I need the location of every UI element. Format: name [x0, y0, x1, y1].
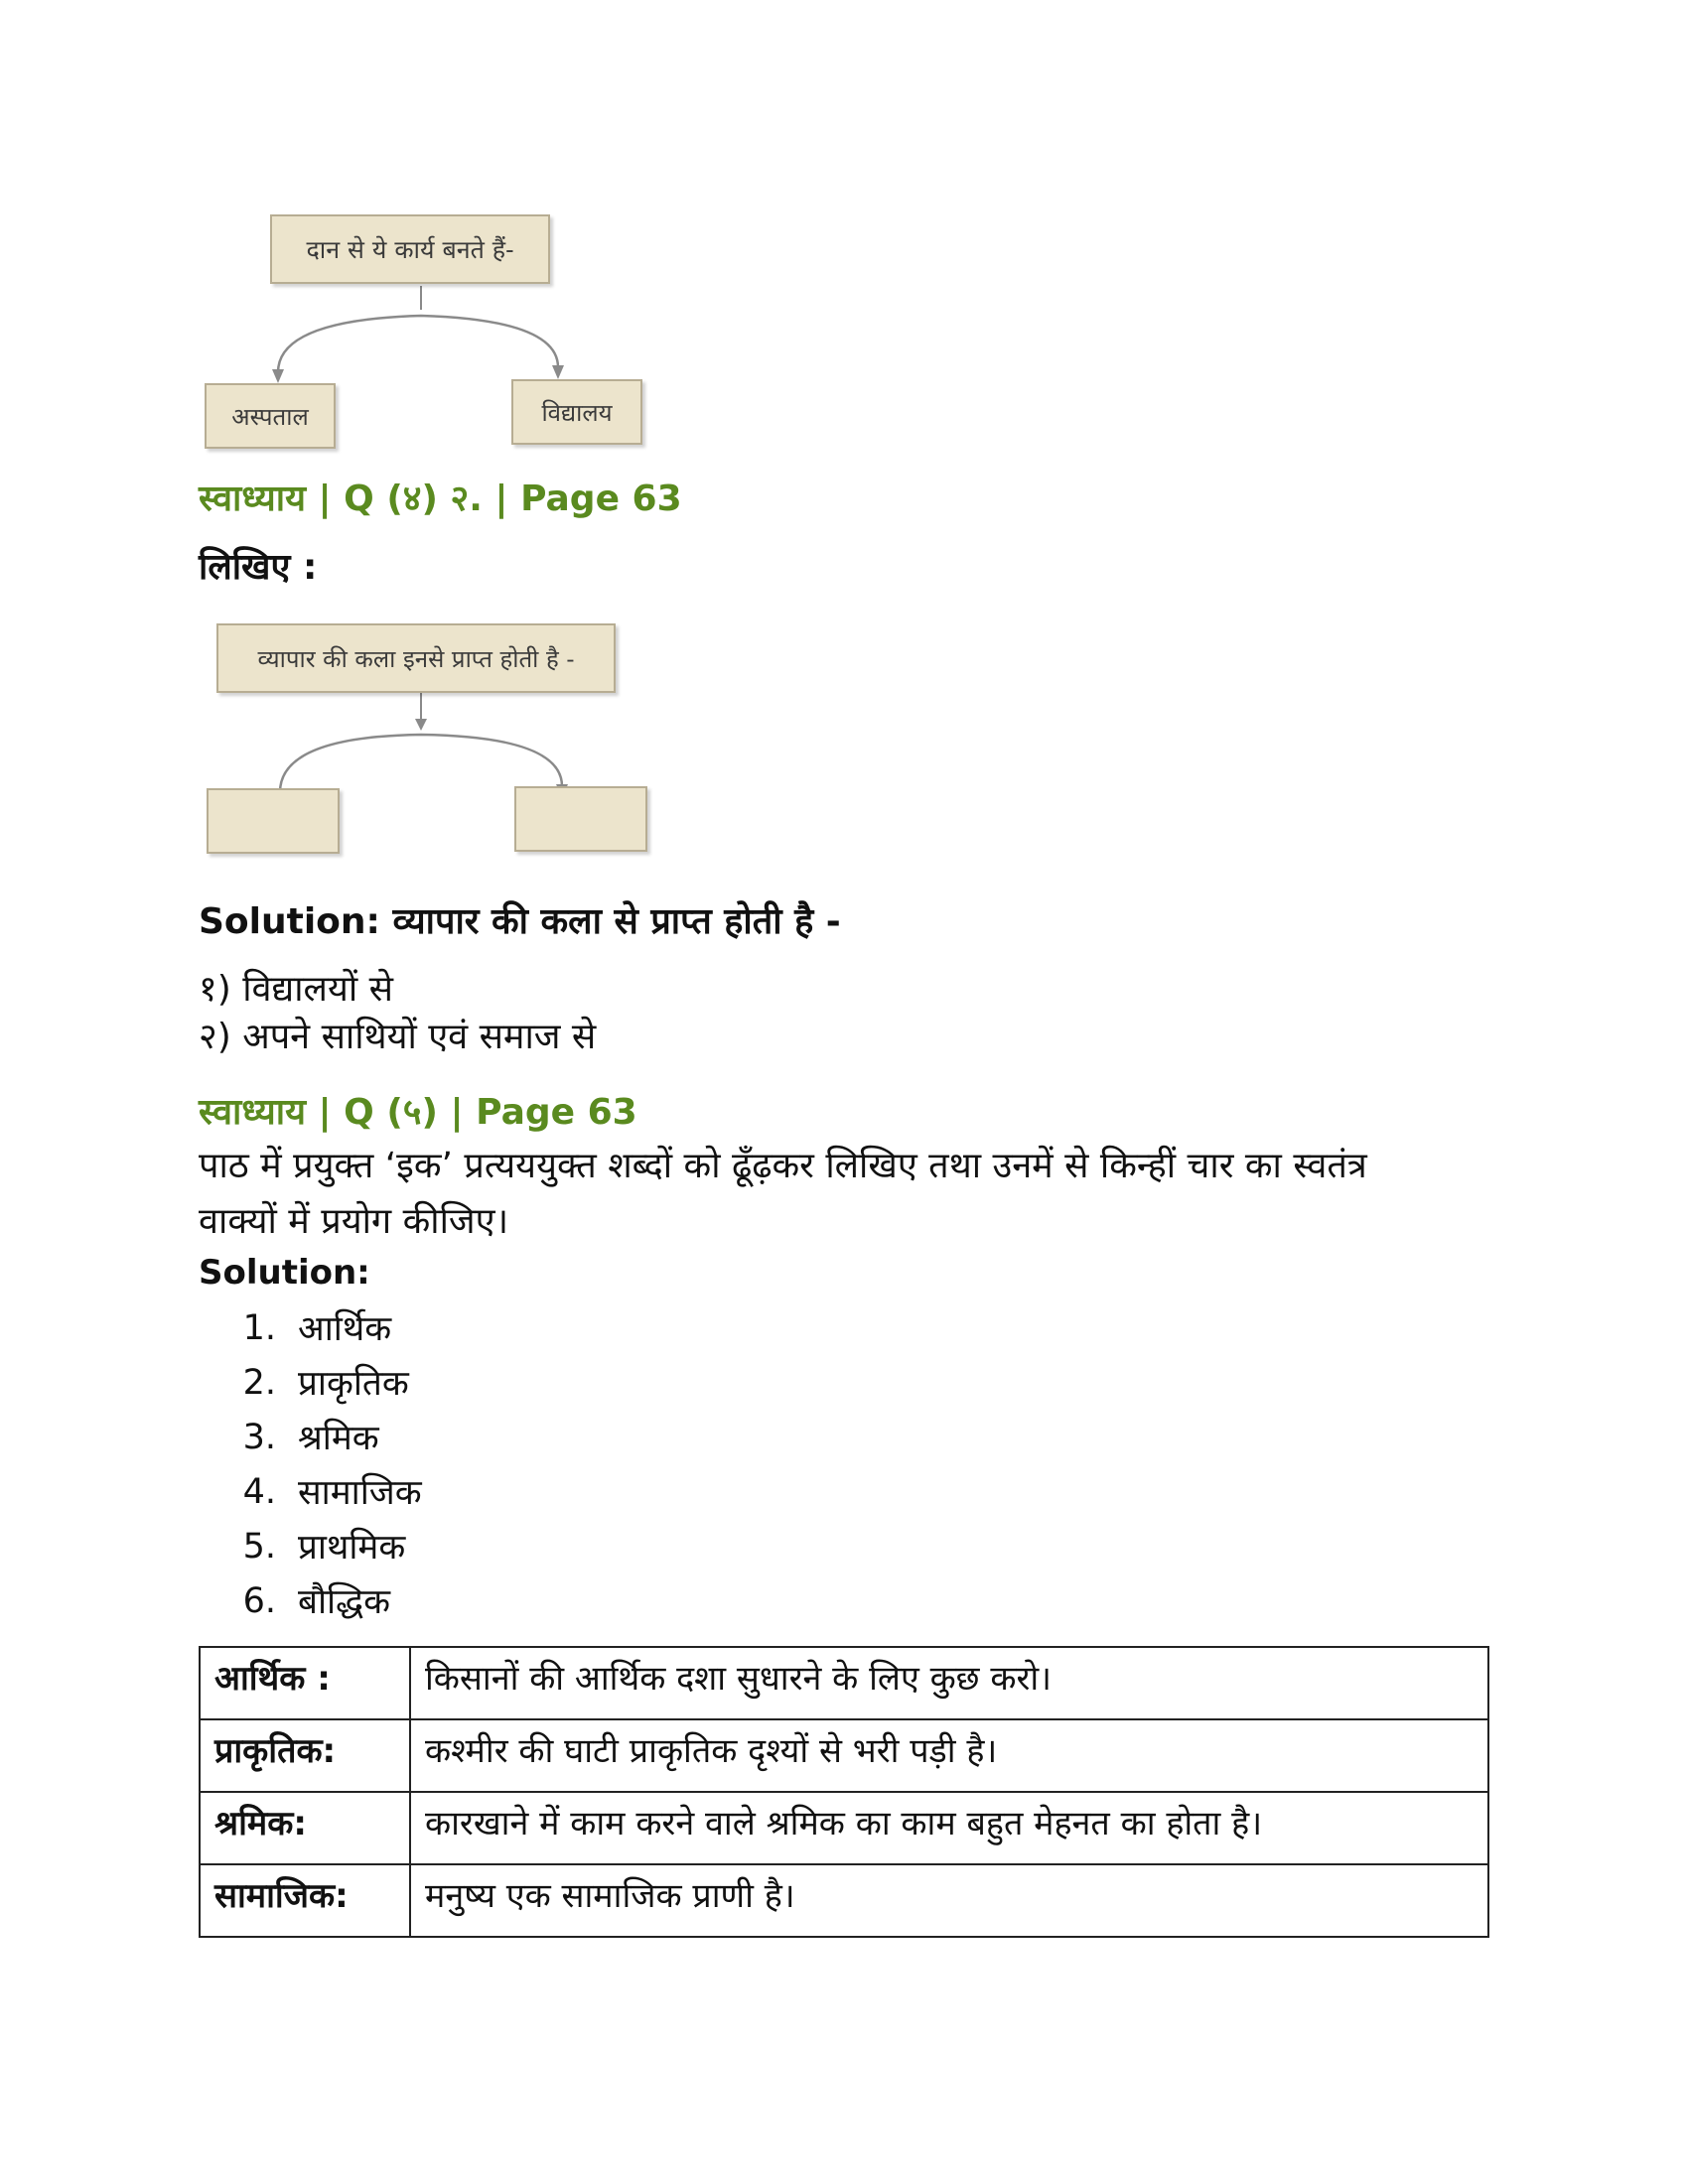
- q4-answer-1: १) विद्यालयों से: [199, 969, 393, 1010]
- q4-solution-text: व्यापार की कला से प्राप्त होती है -: [392, 901, 841, 942]
- table-sentence: मनुष्य एक सामाजिक प्राणी है।: [410, 1864, 1488, 1937]
- table-sentence: कारखाने में काम करने वाले श्रमिक का काम बहुत मेहनत का होता है।: [410, 1792, 1488, 1864]
- q4-heading: स्वाध्याय | Q (४) २. | Page 63: [199, 478, 682, 519]
- diagram1-right-box: विद्यालय: [511, 379, 642, 445]
- q5-question-line-2: वाक्यों में प्रयोग कीजिए।: [199, 1201, 509, 1242]
- table-row: [200, 1792, 1488, 1864]
- list-item-number: 6.: [242, 1580, 276, 1621]
- list-item: [199, 1464, 422, 1519]
- sentence-table: [199, 1646, 1489, 1938]
- list-item-number: 2.: [242, 1362, 276, 1403]
- diagram-vyapar: [199, 615, 655, 854]
- list-item: [199, 1573, 422, 1628]
- list-item-word: प्राकृतिक: [298, 1364, 409, 1404]
- table-sentence: किसानों की आर्थिक दशा सुधारने के लिए कुछ करो।: [410, 1647, 1488, 1719]
- list-item-word: श्रमिक: [298, 1419, 379, 1458]
- table-row: [200, 1647, 1488, 1719]
- table-term: सामाजिक:: [200, 1864, 410, 1937]
- table-term: आर्थिक :: [200, 1647, 410, 1719]
- list-item-number: 3.: [242, 1417, 276, 1457]
- q5-heading: स्वाध्याय | Q (५) | Page 63: [199, 1092, 637, 1133]
- diagram2-left-box-blank: [207, 788, 340, 854]
- table-term: श्रमिक:: [200, 1792, 410, 1864]
- diagram-daan: [199, 208, 655, 457]
- list-item-number: 1.: [242, 1307, 276, 1348]
- list-item-word: प्राथमिक: [298, 1528, 406, 1568]
- q5-solution-label: Solution:: [199, 1253, 370, 1293]
- table-sentence: कश्मीर की घाटी प्राकृतिक दृश्यों से भरी पड़ी है।: [410, 1719, 1488, 1792]
- list-item-word: आर्थिक: [298, 1309, 392, 1349]
- q4-solution-label: Solution:: [199, 901, 380, 942]
- list-item: [199, 1519, 422, 1573]
- diagram2-top-box: व्यापार की कला इनसे प्राप्त होती है -: [216, 623, 616, 693]
- list-item: [199, 1410, 422, 1464]
- table-term: प्राकृतिक:: [200, 1719, 410, 1792]
- list-item-number: 5.: [242, 1526, 276, 1567]
- list-item: [199, 1355, 422, 1410]
- table-row: [200, 1719, 1488, 1792]
- diagram2-right-box-blank: [514, 786, 647, 852]
- list-item-number: 4.: [242, 1471, 276, 1512]
- diagram1-left-box: अस्पताल: [205, 383, 336, 449]
- list-item-word: सामाजिक: [298, 1473, 422, 1513]
- list-item-word: बौद्धिक: [298, 1582, 390, 1622]
- table-row: [200, 1864, 1488, 1937]
- q4-answer-2: २) अपने साथियों एवं समाज से: [199, 1017, 597, 1057]
- q4-prompt: लिखिए :: [199, 547, 318, 588]
- q4-solution: [199, 895, 841, 944]
- diagram1-top-box: दान से ये कार्य बनते हैं-: [270, 214, 550, 284]
- q5-word-list: [199, 1300, 422, 1628]
- list-item: [199, 1300, 422, 1355]
- q5-question-line-1: पाठ में प्रयुक्त ‘इक’ प्रत्यययुक्त शब्दों को ढूँढ़कर लिखिए तथा उनमें से किन्हीं चार का स्वतंत्र: [199, 1146, 1367, 1186]
